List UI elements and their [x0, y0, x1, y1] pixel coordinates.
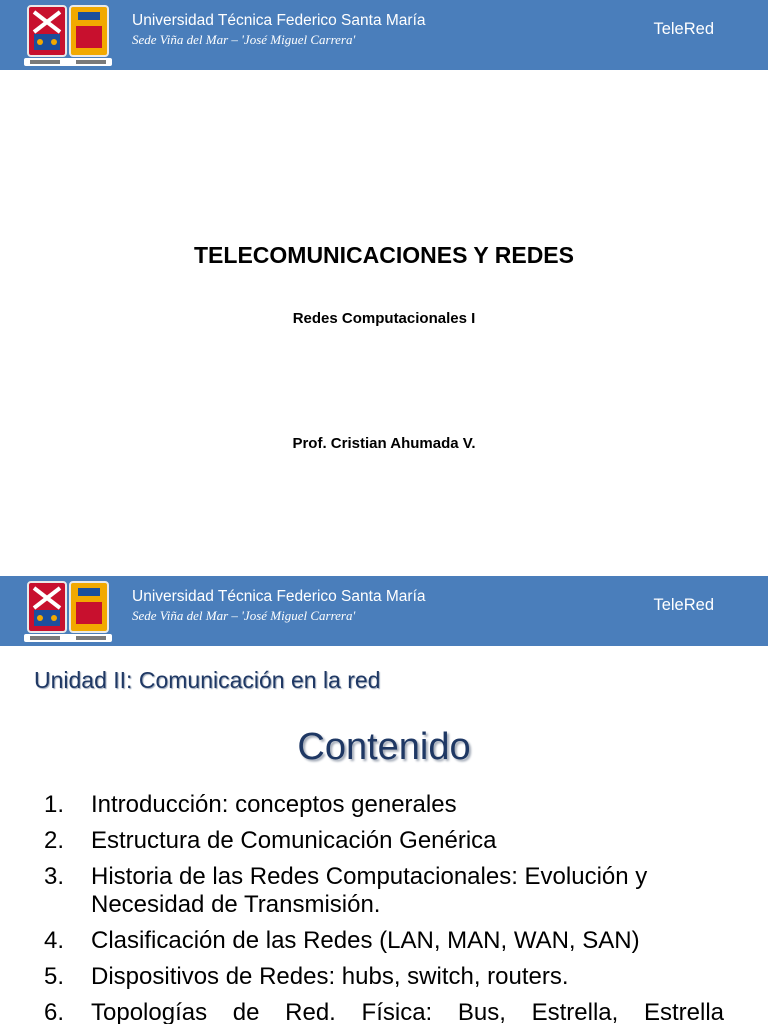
item-text: Clasificación de las Redes (LAN, MAN, WAN, SAN) [91, 927, 640, 954]
item-text: Dispositivos de Redes: hubs, switch, routers. [91, 963, 569, 990]
brand-label: TeleRed [653, 596, 714, 614]
contents-slide [0, 576, 768, 1024]
list-item [44, 863, 724, 919]
item-number: 4. [44, 927, 65, 954]
header-banner [0, 0, 768, 70]
list-item [44, 963, 724, 991]
item-number: 6. [44, 999, 65, 1024]
university-crest-icon [22, 4, 114, 68]
item-number: 3. [44, 863, 65, 890]
item-text: Introducción: conceptos generales [91, 791, 457, 818]
item-number: 1. [44, 791, 65, 818]
contents-heading: Contenido [297, 726, 471, 768]
course-subtitle: Redes Computacionales I [292, 310, 476, 327]
list-item [44, 791, 724, 819]
course-title: TELECOMUNICACIONES Y REDES [194, 242, 574, 268]
item-text: Estructura de Comunicación Genérica [91, 827, 497, 854]
list-item [44, 827, 724, 855]
list-item [44, 927, 724, 955]
campus-name: Sede Viña del Mar – 'José Miguel Carrera' [132, 32, 356, 47]
unit-title: Unidad II: Comunicación en la red [34, 667, 381, 693]
item-text: Historia de las Redes Computacionales: Evolución y Necesidad de Transmisión. [91, 863, 648, 918]
item-number: 2. [44, 827, 65, 854]
contents-list [44, 791, 724, 1024]
professor-name: Prof. Cristian Ahumada V. [292, 435, 476, 452]
list-item [44, 999, 724, 1024]
item-text: Topologías de Red. Física: Bus, Estrella, Estrella [91, 999, 724, 1024]
university-name: Universidad Técnica Federico Santa María [132, 12, 426, 29]
campus-name: Sede Viña del Mar – 'José Miguel Carrera' [132, 608, 356, 623]
brand-label: TeleRed [653, 20, 714, 38]
header-banner [0, 576, 768, 646]
university-crest-icon [22, 580, 114, 644]
item-number: 5. [44, 963, 65, 990]
university-name: Universidad Técnica Federico Santa María [132, 588, 426, 605]
